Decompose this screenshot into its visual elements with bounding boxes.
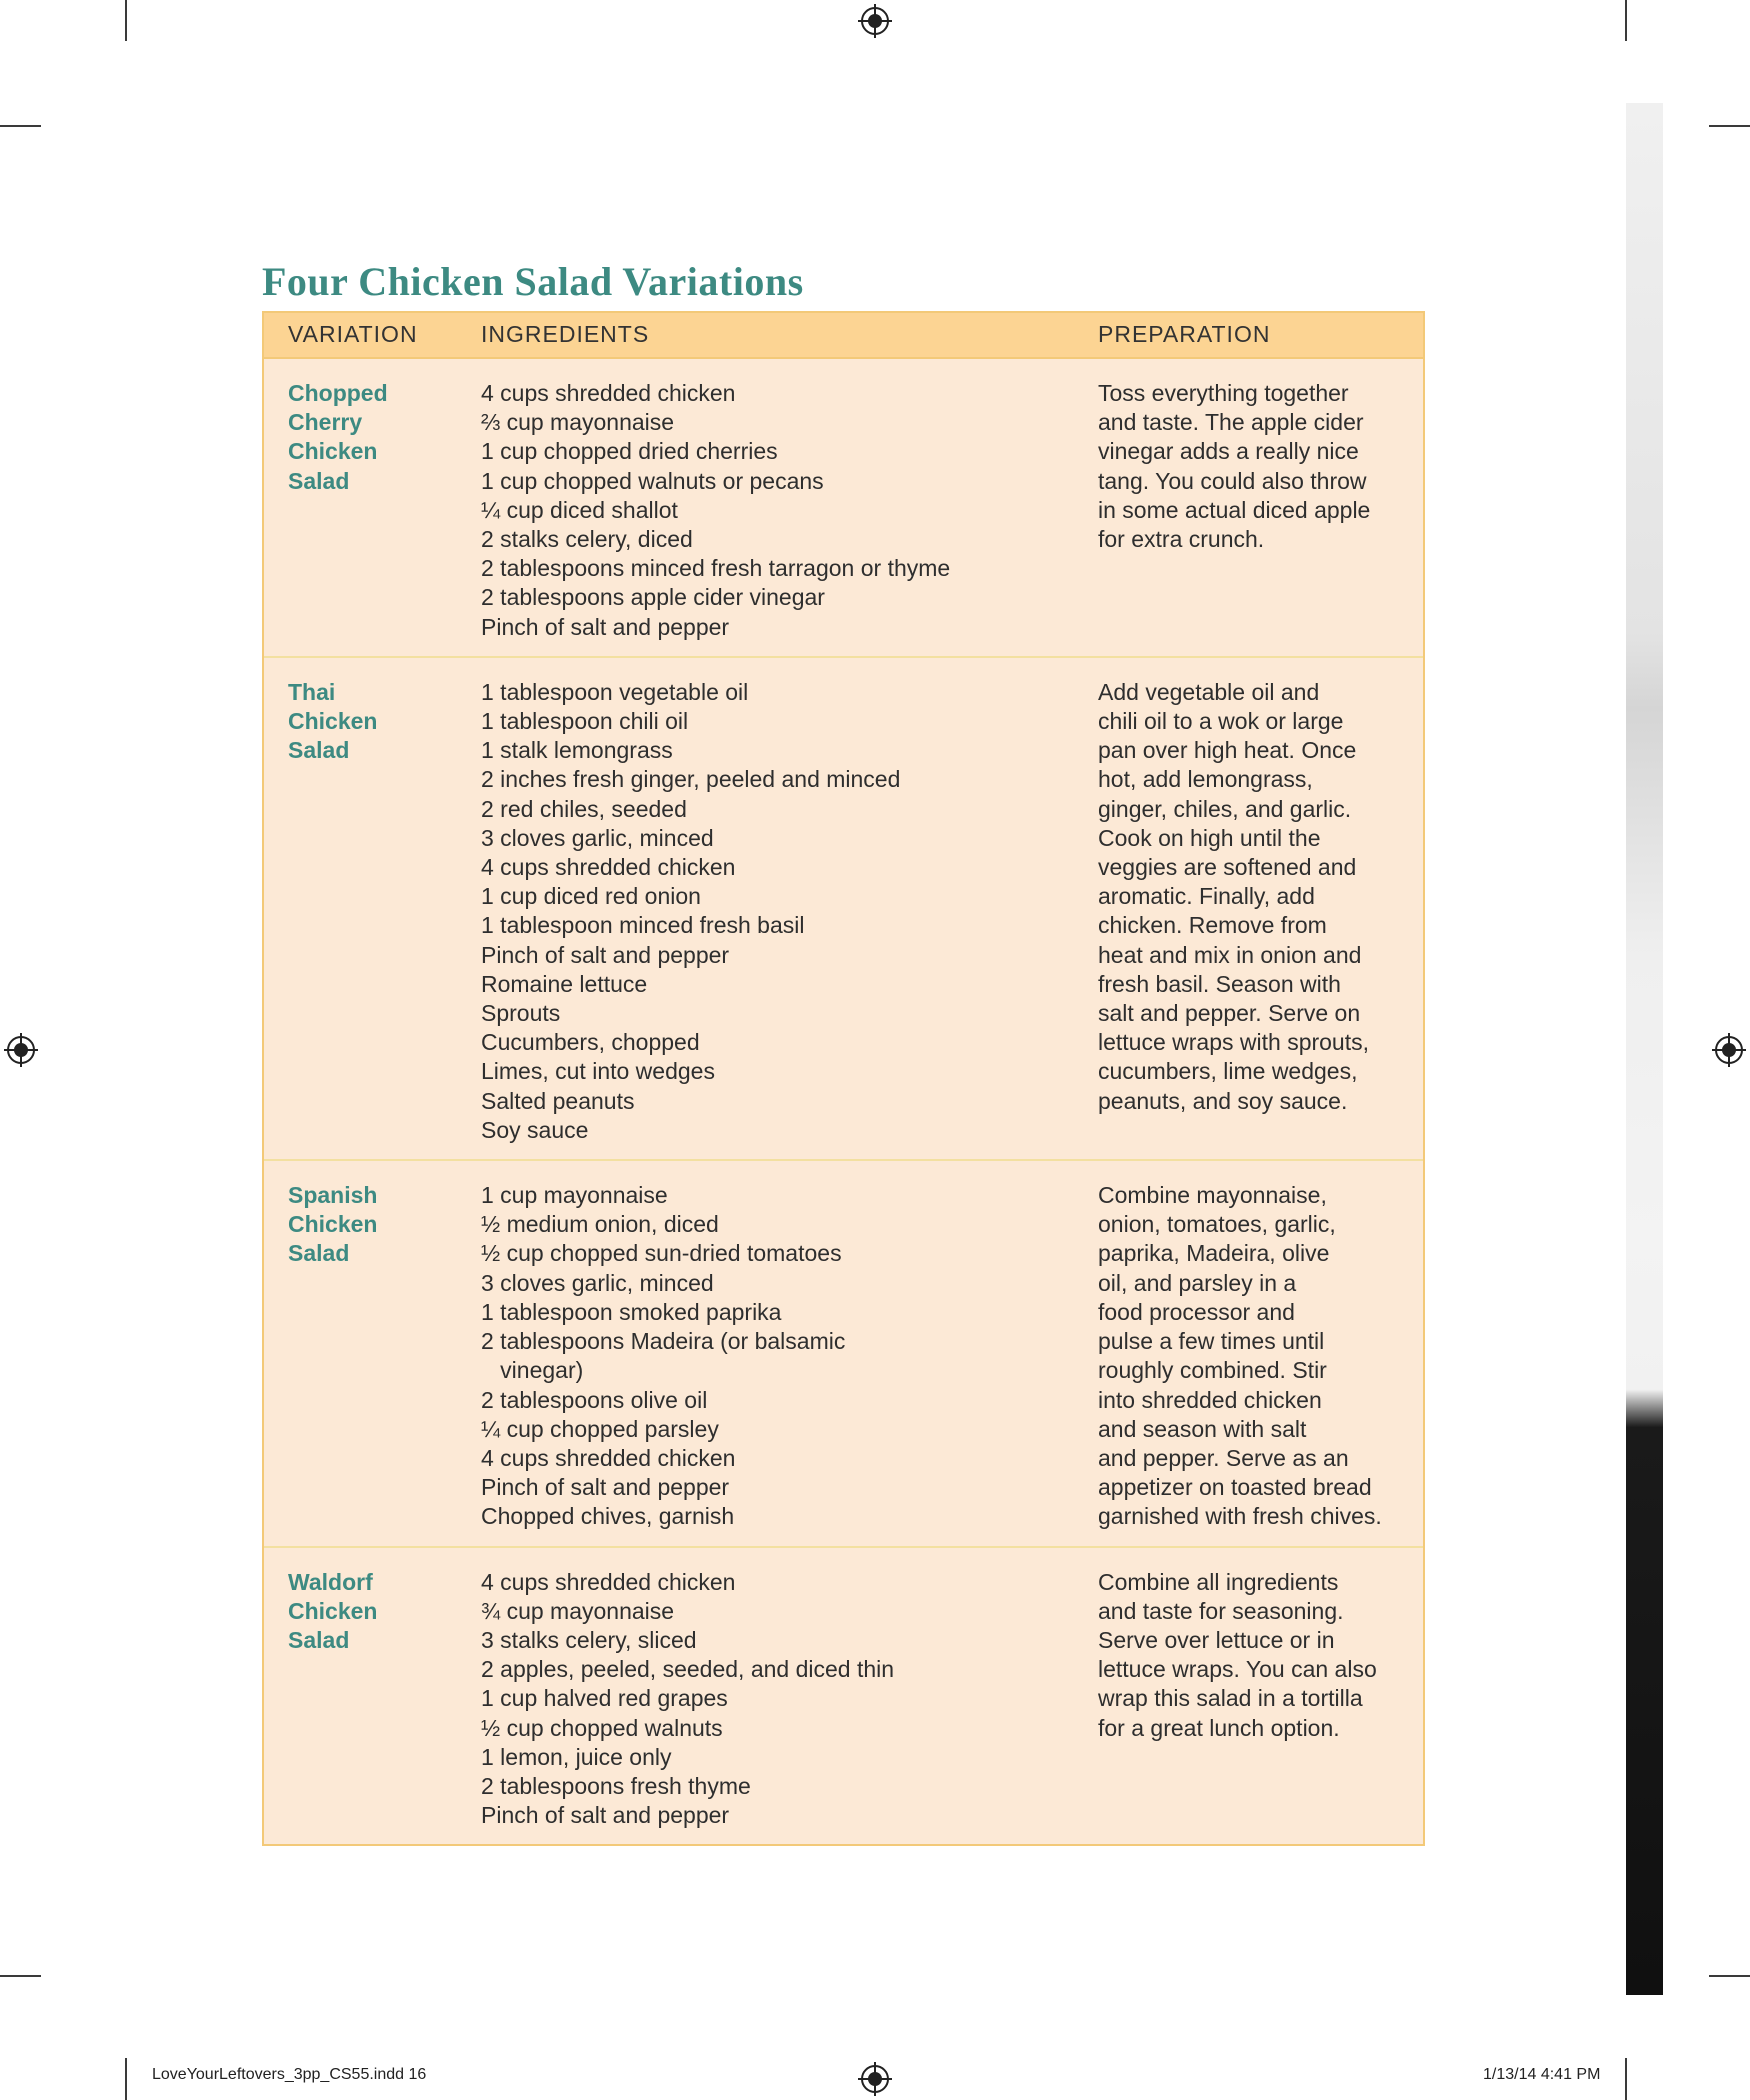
preparation-line: chili oil to a wok or large <box>1098 708 1344 735</box>
preparation-cell <box>1049 1160 1423 1546</box>
ingredient-line: ½ cup chopped sun-dried tomatoes <box>481 1240 842 1267</box>
preparation-line: chicken. Remove from <box>1098 912 1327 939</box>
ingredient-line: 1 tablespoon vegetable oil <box>481 678 749 705</box>
ingredients-cell <box>456 358 1049 657</box>
preparation-line: lettuce wraps. You can also <box>1098 1656 1377 1683</box>
crop-mark <box>125 0 127 41</box>
ingredient-line: 1 cup diced red onion <box>481 883 701 910</box>
ingredient-line: ⅔ cup mayonnaise <box>481 409 675 436</box>
preparation-line: for extra crunch. <box>1098 526 1265 553</box>
ingredient-line: 1 cup chopped walnuts or pecans <box>481 467 824 494</box>
ingredient-line: 2 inches fresh ginger, peeled and minced <box>481 766 901 793</box>
variation-name-line: Salad <box>288 1240 350 1267</box>
ingredient-line: 1 cup mayonnaise <box>481 1182 668 1209</box>
registration-mark-icon <box>855 1 895 41</box>
variation-name-line: Chicken <box>288 1597 378 1624</box>
ingredient-line: 1 tablespoon smoked paprika <box>481 1298 782 1325</box>
preparation-line: paprika, Madeira, olive <box>1098 1240 1330 1267</box>
preparation-line: veggies are softened and <box>1098 854 1357 881</box>
ingredient-line: ½ medium onion, diced <box>481 1211 719 1238</box>
preparation-cell <box>1049 358 1423 657</box>
ingredient-line: Pinch of salt and pepper <box>481 1802 730 1829</box>
crop-mark <box>1625 0 1627 41</box>
column-header-preparation: PREPARATION <box>1049 313 1423 358</box>
ingredient-line: Romaine lettuce <box>481 970 648 997</box>
preparation-line: Serve over lettuce or in <box>1098 1626 1335 1653</box>
preparation-line: onion, tomatoes, garlic, <box>1098 1211 1336 1238</box>
registration-mark-icon <box>1709 1030 1749 1070</box>
preparation-line: ginger, chiles, and garlic. <box>1098 795 1352 822</box>
variation-cell <box>264 1160 456 1546</box>
preparation-line: in some actual diced apple <box>1098 496 1371 523</box>
table-row <box>264 358 1423 657</box>
variation-cell <box>264 358 456 657</box>
ingredient-line: ¾ cup mayonnaise <box>481 1597 675 1624</box>
variation-name-line: Waldorf <box>288 1568 373 1595</box>
recipe-table <box>262 311 1425 1846</box>
ingredient-line: Chopped chives, garnish <box>481 1503 735 1530</box>
preparation-line: and pepper. Serve as an <box>1098 1444 1349 1471</box>
ingredient-line: Cucumbers, chopped <box>481 1029 700 1056</box>
table-row <box>264 1547 1423 1845</box>
ingredient-line: 1 cup halved red grapes <box>481 1685 728 1712</box>
crop-mark <box>125 2058 127 2100</box>
crop-mark <box>0 1975 41 1977</box>
ingredient-line: Soy sauce <box>481 1116 589 1143</box>
variation-name-line: Chicken <box>288 1211 378 1238</box>
ingredient-line: 2 tablespoons minced fresh tarragon or thyme <box>481 555 951 582</box>
ingredient-line: Pinch of salt and pepper <box>481 613 730 640</box>
ingredient-line: vinegar) <box>481 1357 584 1384</box>
preparation-cell <box>1049 657 1423 1160</box>
ingredients-cell <box>456 657 1049 1160</box>
page-title: Four Chicken Salad Variations <box>262 259 804 304</box>
ingredient-line: 4 cups shredded chicken <box>481 380 736 406</box>
ingredient-line: 2 tablespoons apple cider vinegar <box>481 584 825 611</box>
preparation-line: pulse a few times until <box>1098 1328 1325 1355</box>
variation-name-line: Thai <box>288 678 336 705</box>
ingredients-cell <box>456 1547 1049 1845</box>
preparation-line: garnished with fresh chives. <box>1098 1503 1382 1530</box>
preparation-line: oil, and parsley in a <box>1098 1269 1297 1296</box>
ingredients-cell <box>456 1160 1049 1546</box>
preparation-cell <box>1049 1547 1423 1845</box>
ingredient-line: 2 stalks celery, diced <box>481 526 693 553</box>
preparation-line: tang. You could also throw <box>1098 467 1367 494</box>
ingredient-line: 1 tablespoon chili oil <box>481 708 689 735</box>
preparation-line: heat and mix in onion and <box>1098 941 1362 968</box>
preparation-line: Toss everything together <box>1098 380 1349 406</box>
variation-name-line: Chopped <box>288 380 388 406</box>
preparation-line: and season with salt <box>1098 1415 1307 1442</box>
preparation-line: Add vegetable oil and <box>1098 678 1320 705</box>
variation-name-line: Chicken <box>288 708 378 735</box>
preparation-line: fresh basil. Season with <box>1098 970 1341 997</box>
table-header-row <box>264 313 1423 358</box>
registration-mark-icon <box>855 2059 895 2099</box>
preparation-line: Combine all ingredients <box>1098 1568 1339 1595</box>
variation-name-line: Chicken <box>288 438 378 465</box>
ingredient-line: 1 tablespoon minced fresh basil <box>481 912 805 939</box>
preparation-line: peanuts, and soy sauce. <box>1098 1087 1348 1114</box>
ingredient-line: 3 cloves garlic, minced <box>481 824 714 851</box>
variation-name-line: Salad <box>288 467 350 494</box>
column-header-variation: VARIATION <box>264 313 456 358</box>
column-header-ingredients: INGREDIENTS <box>456 313 1049 358</box>
variation-name-line: Salad <box>288 1626 350 1653</box>
ingredient-line: 2 tablespoons olive oil <box>481 1386 708 1413</box>
ingredient-line: ½ cup chopped walnuts <box>481 1714 723 1741</box>
ingredient-line: Salted peanuts <box>481 1087 635 1114</box>
ingredient-line: ¼ cup chopped parsley <box>481 1415 719 1442</box>
preparation-line: pan over high heat. Once <box>1098 737 1357 764</box>
table-row <box>264 657 1423 1160</box>
preparation-line: cucumbers, lime wedges, <box>1098 1058 1358 1085</box>
ingredient-line: 1 lemon, juice only <box>481 1743 672 1770</box>
preparation-line: Combine mayonnaise, <box>1098 1182 1327 1209</box>
ingredient-line: Limes, cut into wedges <box>481 1058 715 1085</box>
preparation-line: wrap this salad in a tortilla <box>1098 1685 1363 1712</box>
ingredient-line: 1 stalk lemongrass <box>481 737 673 764</box>
ingredient-line: 4 cups shredded chicken <box>481 1444 736 1471</box>
ingredient-line: 4 cups shredded chicken <box>481 1568 736 1595</box>
crop-mark <box>0 125 41 127</box>
crop-mark <box>1709 1975 1750 1977</box>
ingredient-line: 1 cup chopped dried cherries <box>481 438 778 465</box>
preparation-line: appetizer on toasted bread <box>1098 1474 1372 1501</box>
table-row <box>264 1160 1423 1546</box>
preparation-line: aromatic. Finally, add <box>1098 883 1315 910</box>
preparation-line: salt and pepper. Serve on <box>1098 1000 1361 1027</box>
footer-timestamp: 1/13/14 4:41 PM <box>1483 2066 1601 2083</box>
variation-cell <box>264 657 456 1160</box>
ingredient-line: 2 tablespoons Madeira (or balsamic <box>481 1328 846 1355</box>
ingredient-line: 3 stalks celery, sliced <box>481 1626 697 1653</box>
preparation-line: hot, add lemongrass, <box>1098 766 1313 793</box>
ingredient-line: 3 cloves garlic, minced <box>481 1269 714 1296</box>
preparation-line: food processor and <box>1098 1298 1295 1325</box>
preparation-line: roughly combined. Stir <box>1098 1357 1327 1384</box>
crop-mark <box>1625 2058 1627 2100</box>
variation-name-line: Spanish <box>288 1182 378 1209</box>
ingredient-line: Sprouts <box>481 1000 561 1027</box>
crop-mark <box>1709 125 1750 127</box>
ingredient-line: ¼ cup diced shallot <box>481 496 678 523</box>
ingredient-line: 2 red chiles, seeded <box>481 795 687 822</box>
variation-cell <box>264 1547 456 1845</box>
preparation-line: lettuce wraps with sprouts, <box>1098 1029 1370 1056</box>
preparation-line: and taste for seasoning. <box>1098 1597 1344 1624</box>
preparation-line: vinegar adds a really nice <box>1098 438 1359 465</box>
page-edge-strip <box>1626 103 1663 1995</box>
ingredient-line: Pinch of salt and pepper <box>481 1474 730 1501</box>
variation-name-line: Salad <box>288 737 350 764</box>
ingredient-line: Pinch of salt and pepper <box>481 941 730 968</box>
ingredient-line: 2 tablespoons fresh thyme <box>481 1772 751 1799</box>
registration-mark-icon <box>1 1030 41 1070</box>
preparation-line: and taste. The apple cider <box>1098 409 1364 436</box>
ingredient-line: 2 apples, peeled, seeded, and diced thin <box>481 1656 895 1683</box>
variation-name-line: Cherry <box>288 409 363 436</box>
footer-file-info: LoveYourLeftovers_3pp_CS55.indd 16 <box>152 2066 427 2083</box>
preparation-line: Cook on high until the <box>1098 824 1321 851</box>
ingredient-line: 4 cups shredded chicken <box>481 854 736 881</box>
preparation-line: into shredded chicken <box>1098 1386 1322 1413</box>
preparation-line: for a great lunch option. <box>1098 1714 1340 1741</box>
